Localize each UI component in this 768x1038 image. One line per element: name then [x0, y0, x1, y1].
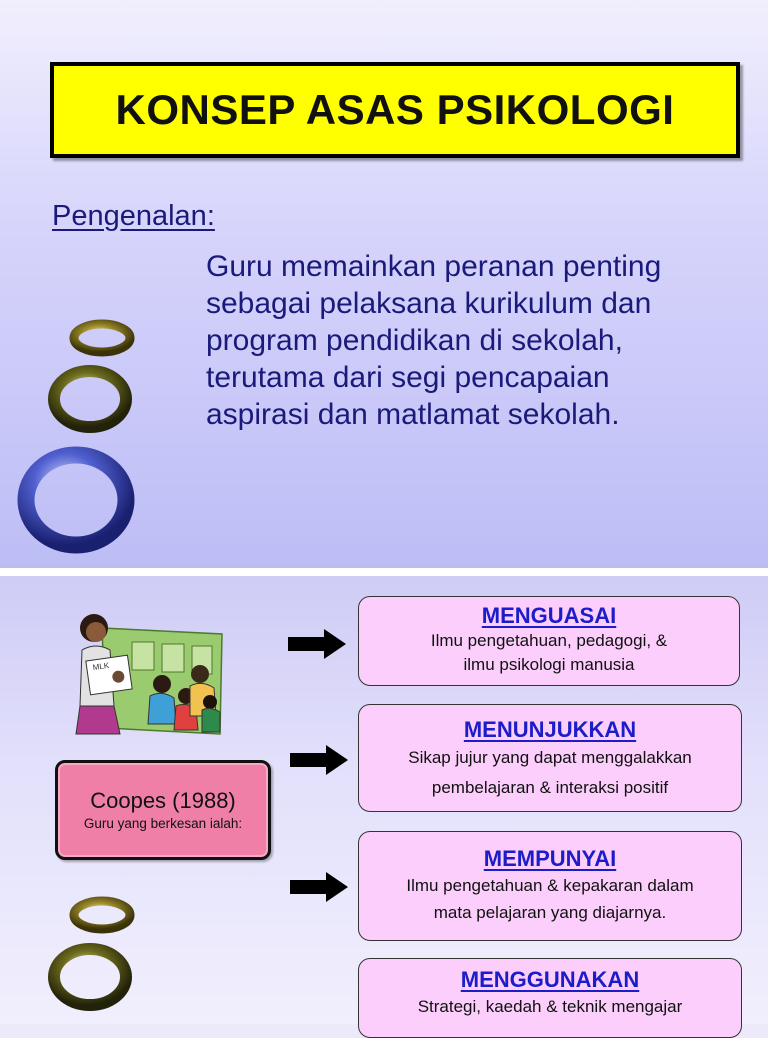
card-title: MENUNJUKKAN — [463, 717, 637, 742]
card-menguasai — [358, 596, 740, 686]
board-label: MLK — [92, 660, 110, 673]
card-line: ilmu psikologi manusia — [463, 655, 635, 674]
card-line: Sikap jujur yang dapat menggalakkan — [408, 748, 692, 767]
card-body — [359, 872, 741, 926]
title-box — [50, 62, 740, 158]
intro-line: terutama dari segi pencapaian — [206, 361, 610, 394]
intro-line: program pendidikan di sekolah, — [206, 324, 623, 357]
card-line: Ilmu pengetahuan & kepakaran dalam — [406, 876, 694, 895]
right-arrow-icon — [290, 872, 348, 902]
right-arrow-icon — [290, 745, 348, 775]
card-title: MENGGUNAKAN — [460, 967, 640, 992]
intro-line: sebagai pelaksana kurikulum dan — [206, 287, 652, 320]
intro-line: Guru memainkan peranan penting — [206, 250, 662, 283]
blue-ring-icon — [26, 455, 126, 545]
card-body — [359, 995, 741, 1019]
intro-line: aspirasi dan matlamat sekolah. — [206, 398, 620, 431]
gold-ring-icon — [74, 901, 130, 929]
intro-heading: Pengenalan: — [52, 200, 215, 232]
gold-ring-icon — [74, 324, 130, 352]
card-mempunyai — [358, 831, 742, 941]
gold-ring-icon — [54, 371, 126, 427]
card-line: Strategi, kaedah & teknik mengajar — [417, 997, 683, 1016]
coopes-box — [55, 760, 271, 860]
card-title: MENGUASAI — [481, 603, 617, 628]
right-arrow-icon — [288, 629, 346, 659]
card-line: Ilmu pengetahuan, pedagogi, & — [430, 631, 668, 650]
intro-paragraph — [206, 248, 766, 433]
card-body — [359, 629, 739, 677]
card-line: pembelajaran & interaksi positif — [431, 778, 669, 797]
slide-title: KONSEP ASAS PSIKOLOGI — [115, 86, 675, 133]
card-line: mata pelajaran yang diajarnya. — [433, 903, 667, 922]
teacher-with-children-clipart — [74, 606, 226, 736]
decorative-rings — [10, 315, 160, 560]
card-title: MEMPUNYAI — [483, 846, 617, 871]
card-menggunakan — [358, 958, 742, 1038]
decorative-rings-bottom — [30, 895, 140, 1024]
coopes-subtitle: Guru yang berkesan ialah: — [83, 816, 243, 831]
card-body — [359, 743, 741, 803]
gold-ring-icon — [54, 949, 126, 1005]
card-menunjukkan — [358, 704, 742, 812]
coopes-title: Coopes (1988) — [90, 788, 236, 813]
slide-gap — [0, 568, 768, 576]
